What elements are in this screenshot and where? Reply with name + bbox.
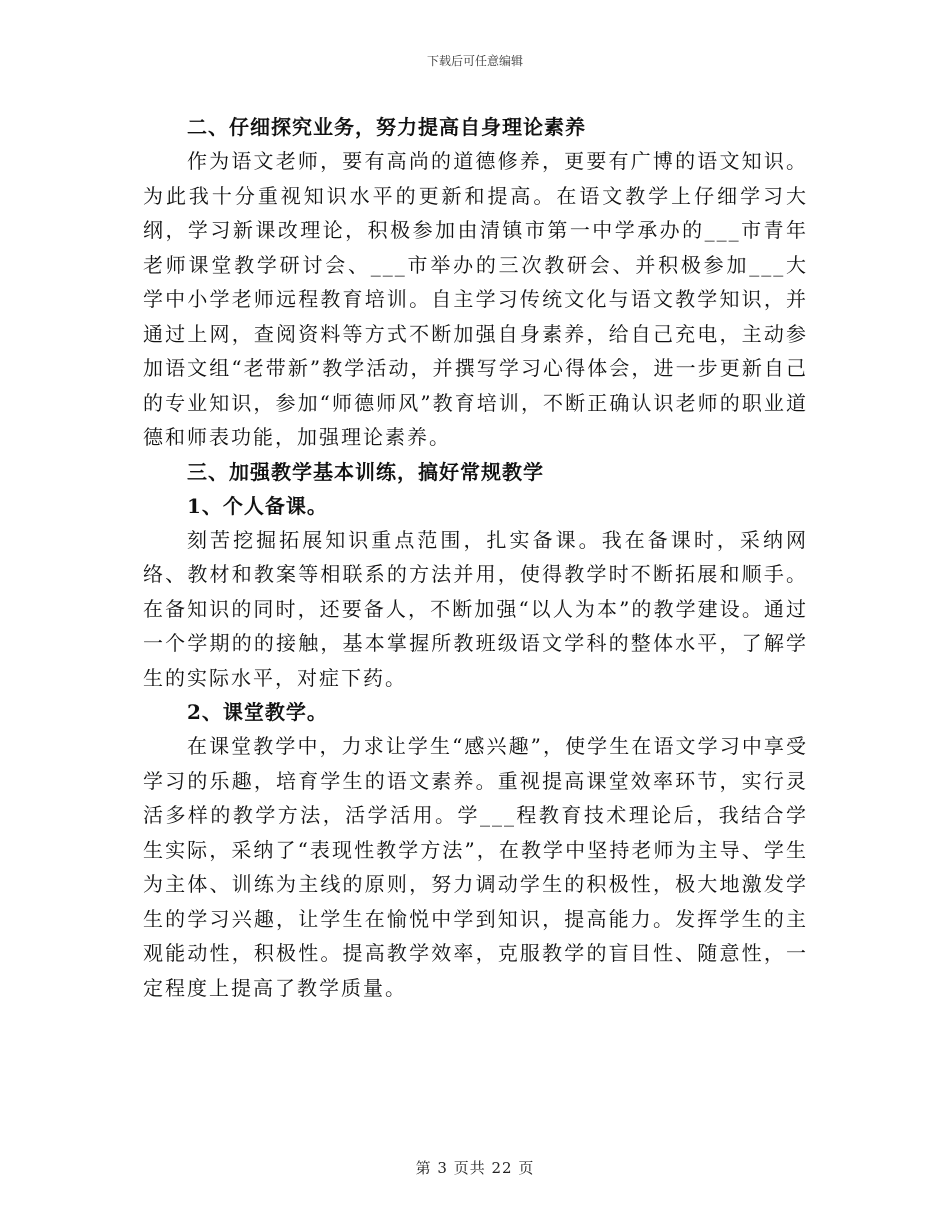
page-number-footer: 第 3 页共 22 页	[415, 1159, 535, 1177]
subsection-heading-lesson-prep: 1、个人备课。	[187, 493, 328, 518]
subsection-heading-classroom-teaching: 2、课堂教学。	[187, 700, 328, 724]
section-2-paragraph: 作为语文老师，要有高尚的道德修养，更要有广博的语文知识。为此我十分重视知识水平的更新和提高。在语文教学上仔细学习大纲，学习新课改理论，积极参加由清镇市第一中学承办的___市青年老师课堂教学研讨会、___市举办的三次教研会、并积极参加___大学中小学老师远程教育培训。自主学习传统文化与语文教学知识，并通过上网，查阅资料等方式不断加强自身素养，给自己充电，主动参加语文组“老带新”教学活动，并撰写学习心得体会，进一步更新自己的专业知识，参加“师德师风”教育培训，不断正确认识老师的职业道德和师表功能，加强理论素养。	[143, 149, 808, 449]
subsection-paragraph-classroom-teaching: 在课堂教学中，力求让学生“感兴趣”，使学生在语文学习中享受学习的乐趣，培育学生的语文素养。重视提高课堂效率环节，实行灵活多样的教学方法，活学活用。学___程教育技术理论后，我结合学生实际，采纳了“表现性教学方法”，在教学中坚持老师为主导、学生为主体、训练为主线的原则，努力调动学生的积极性，极大地激发学生的学习兴趣，让学生在愉悦中学到知识，提高能力。发挥学生的主观能动性，积极性。提高教学效率，克服教学的盲目性、随意性，一定程度上提高了教学质量。	[143, 734, 808, 1000]
section-heading-2: 二、仔细探究业务，努力提高自身理论素养	[187, 115, 586, 139]
subsection-paragraph-lesson-prep: 刻苦挖掘拓展知识重点范围，扎实备课。我在备课时，采纳网络、教材和教案等相联系的方法并用，使得教学时不断拓展和顺手。在备知识的同时，还要备人，不断加强“以人为本”的教学建设。通过一个学期的的接触，基本掌握所教班级语文学科的整体水平，了解学生的实际水平，对症下药。	[143, 527, 808, 690]
document-body	[143, 110, 808, 1005]
page-header: 下载后可任意编辑	[426, 54, 523, 68]
section-heading-3: 三、加强教学基本训练，搞好常规教学	[187, 459, 544, 484]
